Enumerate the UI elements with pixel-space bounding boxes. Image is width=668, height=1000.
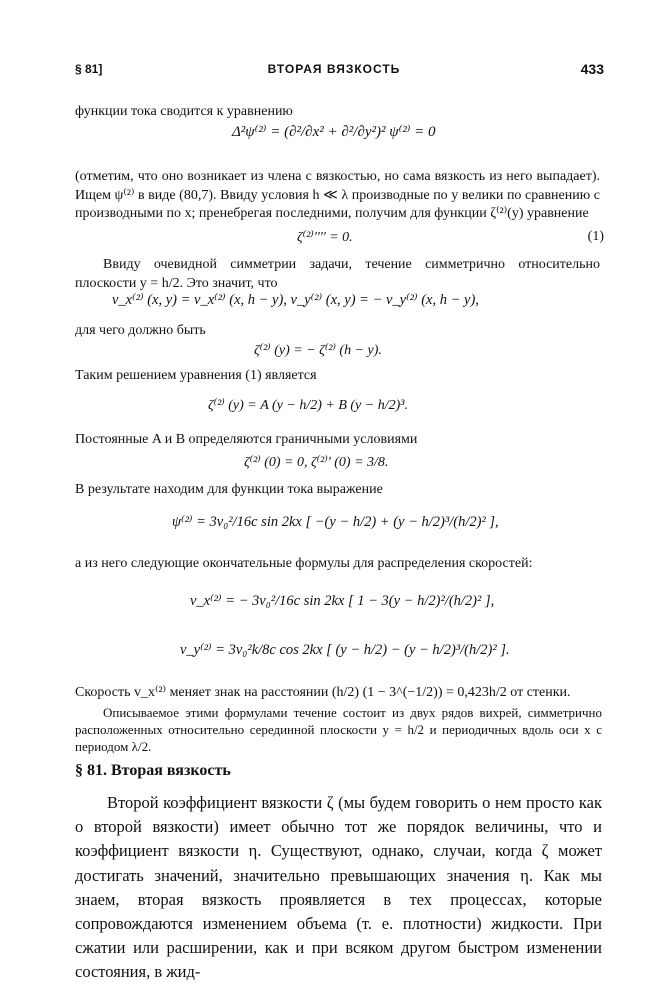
paragraph-stream-function: В результате находим для функции тока выражение <box>75 482 383 497</box>
equation-number-1: (1) <box>587 229 604 244</box>
paragraph-remark: (отметим, что оно возникает из члена с вязкостью, но сама вязкость из него выпадает). Ищем ψ⁽²⁾ в виде (80,7). Ввиду условия h ≪ λ производные по y велики по сравнению с производными по x; пренебрегая последними, получим для функции ζ⁽²⁾(y) уравнение <box>75 169 600 222</box>
equation-boundary-conditions: ζ⁽²⁾ (0) = 0, ζ⁽²⁾' (0) = 3/8. <box>244 455 389 470</box>
running-header-title: ВТОРАЯ ВЯЗКОСТЬ <box>267 62 401 76</box>
paragraph-symmetry: Ввиду очевидной симметрии задачи, течение симметрично относительно плоскости y = h/2. Это значит, что <box>75 257 600 291</box>
equation-zeta-fourth: ζ⁽²⁾'''' = 0. <box>297 230 353 245</box>
equation-vx: v_x⁽²⁾ = − 3v₀²/16c sin 2kx [ 1 − 3(y − h/2)²/(h/2)² ], <box>190 593 495 609</box>
equation-vy: v_y⁽²⁾ = 3v₀²k/8c cos 2kx [ (y − h/2) − (y − h/2)³/(h/2)² ]. <box>180 642 510 658</box>
equation-velocity-symmetry: v_x⁽²⁾ (x, y) = v_x⁽²⁾ (x, h − y), v_y⁽²⁾ (x, y) = − v_y⁽²⁾ (x, h − y), <box>112 292 479 308</box>
paragraph-vortices: Описываемое этими формулами течение состоит из двух рядов вихрей, симметрично расположенных относительно серединной плоскости y = h/2 и периодичных вдоль оси x с периодом λ/2. <box>75 705 602 754</box>
equation-biharmonic: Δ²ψ⁽²⁾ = (∂²/∂x² + ∂²/∂y²)² ψ⁽²⁾ = 0 <box>232 124 436 140</box>
equation-zeta-antisymmetric: ζ⁽²⁾ (y) = − ζ⁽²⁾ (h − y). <box>254 343 382 358</box>
equation-stream-function: ψ⁽²⁾ = 3v₀²/16c sin 2kx [ −(y − h/2) + (y − h/2)³/(h/2)² ], <box>172 514 499 530</box>
paragraph-constants: Постоянные A и B определяются граничными условиями <box>75 432 418 447</box>
equation-zeta-solution: ζ⁽²⁾ (y) = A (y − h/2) + B (y − h/2)³. <box>208 398 408 413</box>
paragraph-velocity-formulas: а из него следующие окончательные формулы для распределения скоростей: <box>75 556 533 571</box>
paragraph-second-viscosity: Второй коэффициент вязкости ζ (мы будем говорить о нем просто как о второй вязкости) имеет обычно тот же порядок величины, что и коэффициент вязкости η. Существуют, однако, случаи, когда ζ может достигать значений, значительно превышающих значения η. Как мы знаем, вторая вязкость проявляется в тех процессах, которые сопровождаются изменением объема (т. е. плотности) жидкости. При сжатии или расширении, как и при всяком другом быстром изменении состояния, в жид- <box>75 793 602 982</box>
paragraph-solution: Таким решением уравнения (1) является <box>75 368 317 383</box>
paragraph-condition: для чего должно быть <box>75 323 206 338</box>
section-heading: § 81. Вторая вязкость <box>75 762 231 779</box>
paragraph-intro: функции тока сводится к уравнению <box>75 104 293 119</box>
paragraph-sign-change: Скорость v_x⁽²⁾ меняет знак на расстоянии (h/2) (1 − 3^(−1/2)) = 0,423h/2 от стенки. <box>75 685 571 700</box>
running-header-section: § 81] <box>75 62 103 76</box>
page-number: 433 <box>580 61 604 77</box>
